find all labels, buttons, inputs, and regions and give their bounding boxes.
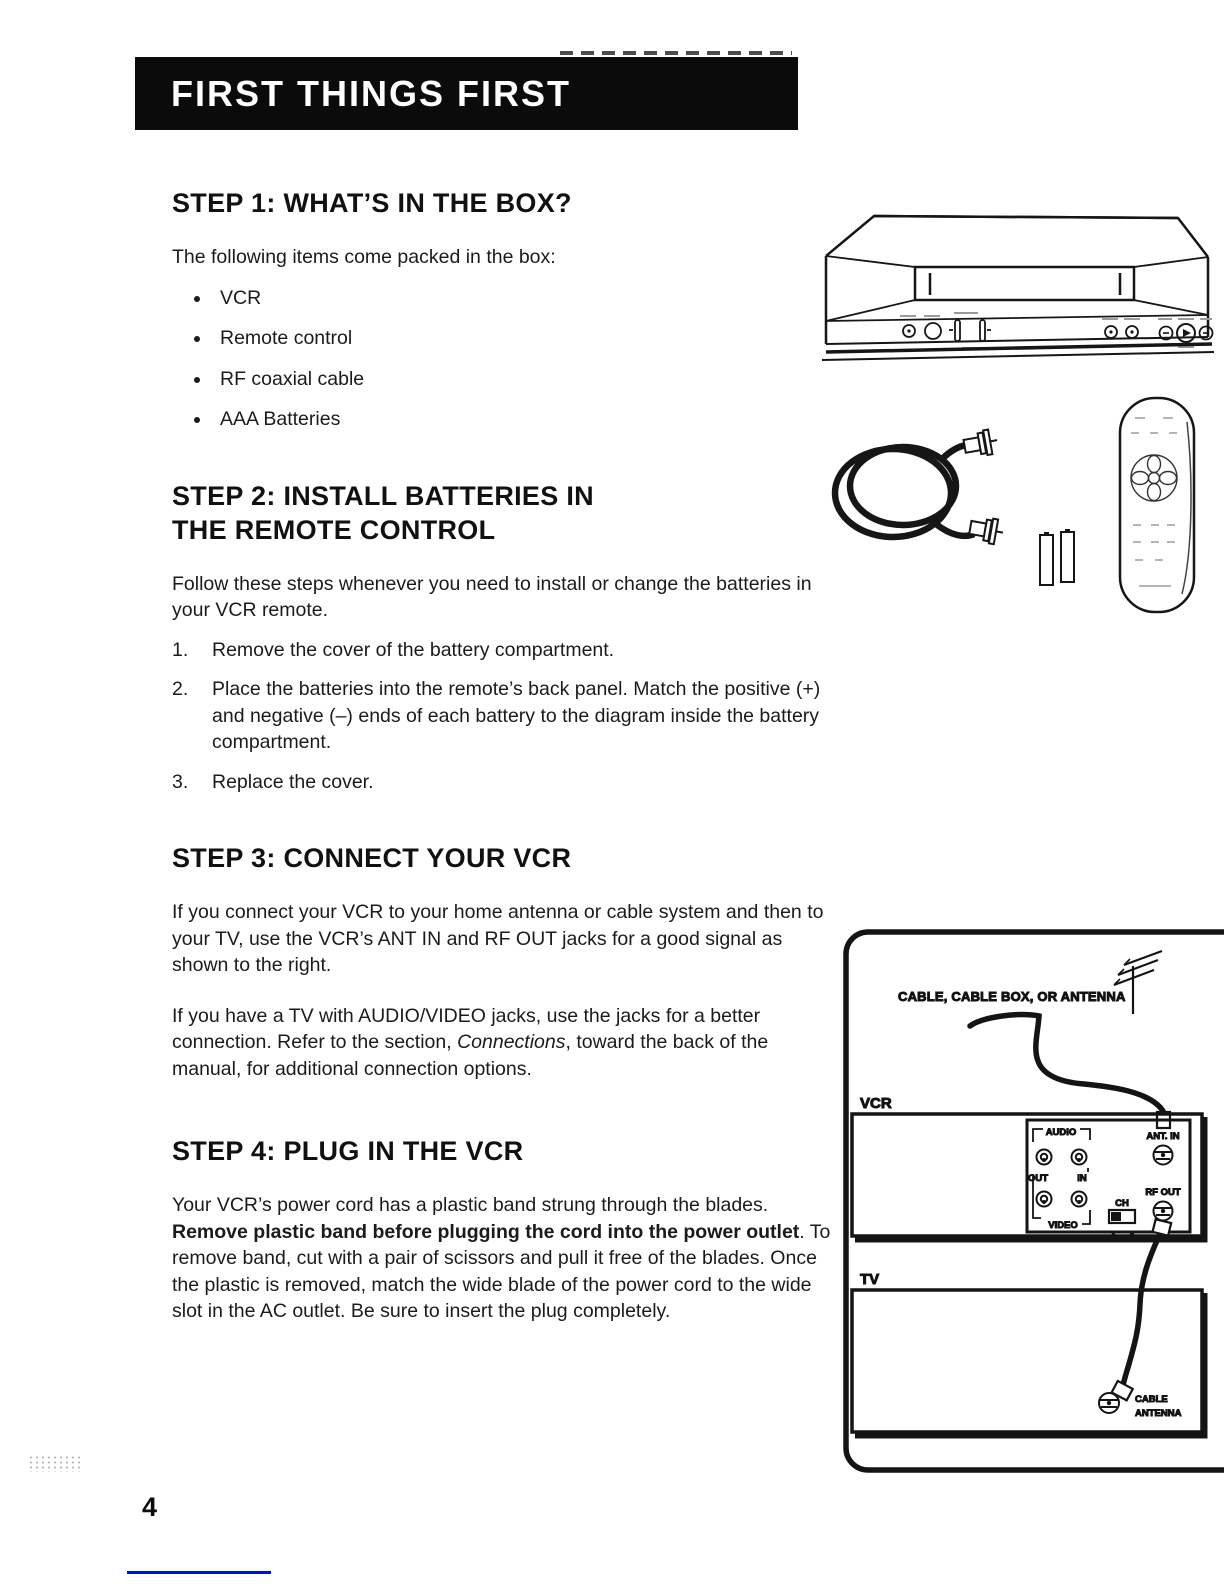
step2-heading [172, 479, 832, 547]
step3-para2 [172, 1003, 832, 1083]
list-item [172, 637, 832, 664]
ch3-label: 3 [1110, 1229, 1116, 1239]
av-jack-cluster [1028, 1127, 1090, 1231]
list-item: • Remote control [212, 325, 832, 352]
in-label: IN [1077, 1173, 1087, 1184]
step2-heading-line2: THE REMOTE CONTROL [172, 514, 496, 545]
step3-heading: STEP 3: CONNECT YOUR VCR [172, 843, 572, 873]
step-text: Place the batteries into the remote’s back panel. Match the positive (+) and negative (–) ends of each battery to the diagram inside the battery compartment. [212, 678, 821, 753]
step3-para2-post: , toward the back of the manual, for additional connection options. [172, 1031, 769, 1080]
ch-label: CH [1115, 1198, 1129, 1209]
box-contents-list [172, 285, 832, 433]
step-number: 2. [172, 678, 189, 700]
page-number: 4 [142, 1492, 158, 1522]
ch4-label: 4 [1129, 1229, 1135, 1239]
forward-flap-icon [980, 320, 985, 341]
antenna-icon [1114, 951, 1162, 1014]
section-banner [135, 57, 798, 130]
step4-para [172, 1192, 832, 1325]
list-item: • VCR [212, 285, 832, 312]
rf-out-label: RF OUT [1145, 1187, 1181, 1198]
step1-heading: STEP 1: WHAT’S IN THE BOX? [172, 188, 572, 218]
eject-button [925, 323, 941, 339]
list-item [172, 676, 832, 756]
step-number: 3. [172, 770, 189, 793]
antenna-cable [970, 1015, 1165, 1116]
tv-cable-label: CABLE [1135, 1394, 1168, 1405]
vcr-label: VCR [860, 1095, 892, 1112]
vcr-illustration [812, 203, 1217, 365]
scan-smudge [28, 1455, 80, 1472]
video-label: VIDEO [1048, 1220, 1078, 1231]
step3-para2-pre: If you have a TV with AUDIO/VIDEO jacks, use the jacks for a better connection. Refer to the section, [172, 1004, 761, 1053]
video-in-jack [1072, 1192, 1087, 1207]
step4-heading: STEP 4: PLUG IN THE VCR [172, 1136, 524, 1166]
ant-in-label: ANT. IN [1146, 1131, 1180, 1142]
step-number: 1. [172, 638, 189, 661]
list-item: • RF coaxial cable [212, 366, 832, 393]
footer-rule [127, 1571, 271, 1574]
step1-intro: The following items come packed in the box: [172, 246, 556, 268]
step2-heading-line1: STEP 2: INSTALL BATTERIES IN [172, 480, 594, 511]
page-title: FIRST THINGS FIRST [171, 72, 571, 114]
rf-out-jack [1154, 1202, 1173, 1221]
scan-noise [560, 51, 792, 55]
aaa-batteries [1040, 530, 1074, 585]
rf-cable-to-tv [1112, 1219, 1172, 1400]
step4-para-post: . To remove band, cut with a pair of scissors and pull it free of the blades. Once the plastic is removed, match the wide blade of the power cord to the wide slot in the AC outlet. Be sure to insert the plug completely. [172, 1220, 831, 1322]
rf-coaxial-cable [835, 428, 1005, 545]
text-column [172, 186, 832, 1325]
step4-warning: Remove plastic band before plugging the cord into the power outlet [172, 1220, 800, 1243]
rewind-flap-icon [955, 320, 960, 341]
tv-label: TV [860, 1271, 880, 1288]
cassette-slot [915, 267, 1134, 300]
step3-para1: If you connect your VCR to your home antenna or cable system and then to your TV, use the VCR’s ANT IN and RF OUT jacks for a good signal as shown to the right. [172, 901, 824, 976]
step2-intro: Follow these steps whenever you need to install or change the batteries in your VCR remote. [172, 572, 812, 621]
step4-para-pre: Your VCR’s power cord has a plastic band strung through the blades. [172, 1194, 769, 1216]
tv-antenna-label: ANTENNA [1135, 1408, 1182, 1419]
remote-control [1120, 398, 1194, 612]
connection-diagram [832, 922, 1224, 1494]
connections-reference: Connections [457, 1031, 566, 1053]
box-items-illustration [813, 390, 1213, 622]
step-text: Replace the cover. [212, 770, 374, 793]
out-label: OUT [1027, 1173, 1049, 1184]
audio-label: AUDIO [1045, 1127, 1077, 1138]
audio-in-jack [1072, 1150, 1087, 1165]
ant-in-jack [1154, 1146, 1173, 1165]
audio-out-jack [1037, 1150, 1052, 1165]
battery-steps-list [172, 637, 832, 796]
tv-antenna-jack [1099, 1393, 1119, 1413]
list-item [172, 769, 832, 796]
video-out-jack [1037, 1192, 1052, 1207]
source-label: CABLE, CABLE BOX, OR ANTENNA [898, 989, 1126, 1004]
list-item: • AAA Batteries [212, 406, 832, 433]
step-text: Remove the cover of the battery compartment. [212, 638, 615, 661]
